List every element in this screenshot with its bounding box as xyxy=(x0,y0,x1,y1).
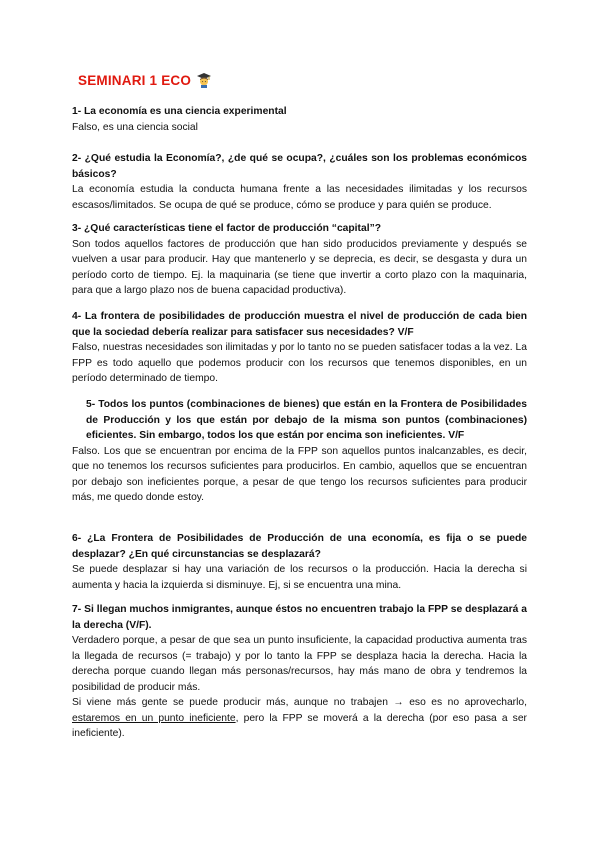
question-heading: 3- ¿Qué características tiene el factor de producción “capital”? xyxy=(72,223,382,234)
question-3 xyxy=(72,221,527,299)
question-4 xyxy=(72,309,527,387)
question-heading: 7- Si llegan muchos inmigrantes, aunque éstos no encuentren trabajo la FPP se desplazará a la derecha (V/F). xyxy=(72,604,527,631)
answer-text: Se puede desplazar si hay una variación de los recursos o la producción. Hacia la derecha si aumenta y hacia la izquierda si disminuye. Ej, si se encuentra una mina. xyxy=(72,564,527,591)
question-heading: 5- Todos los puntos (combinaciones de bienes) que están en la Frontera de Posibilidades de Producción y los que están por debajo de la misma son puntos (combinaciones) eficientes. Sin embargo, todos los que están por encima son ineficientes. V/F xyxy=(86,399,527,441)
question-heading: 1- La economía es una ciencia experimental xyxy=(72,106,287,117)
question-7 xyxy=(72,602,527,742)
answer-text: Falso. Los que se encuentran por encima de la FPP son aquellos puntos inalcanzables, es decir, que no tenemos los recursos suficientes para producirlos. En cambio, aquellos que se encuentran por debajo son ineficientes porque, a pesar de que tengo los recursos suficientes para producir más, me quedo donde estoy. xyxy=(72,445,527,503)
question-heading: 6- ¿La Frontera de Posibilidades de Producción de una economía, es fija o se puede desplazar? ¿En qué circunstancias se desplazará? xyxy=(72,533,527,560)
question-5 xyxy=(72,397,527,506)
underlined-phrase: estaremos en un punto ineficiente xyxy=(72,712,236,724)
student-emoji-icon xyxy=(197,72,211,88)
answer-text: La economía estudia la conducta humana frente a las necesidades ilimitadas y los recursos escasos/limitados. Se ocupa de qué se produce, cómo se produce y para quién se produce. xyxy=(72,184,527,211)
answer-text: Son todos aquellos factores de producción que han sido producidos previamente y después se vuelven a usar para producir. Hay que mantenerlo y se deprecia, es decir, se desgasta y dura un período corto de tiempo. Ej. la maquinaria (se tiene que invertir a corto plazo con la maquinaria, para que a largo plazo nos de buena capacidad productiva). xyxy=(72,238,527,296)
answer-part: , pero la FPP se moverá a la derecha (por eso pasa a ser ineficiente). xyxy=(72,712,527,739)
question-heading: 2- ¿Qué estudia la Economía?, ¿de qué se ocupa?, ¿cuáles son los problemas económicos básicos? xyxy=(72,153,527,180)
title-text: SEMINARI 1 ECO xyxy=(78,72,192,88)
answer-text: Falso, nuestras necesidades son ilimitadas y por lo tanto no se pueden satisfacer todas a la vez. La FPP es todo aquello que podemos producir con los recursos que tenemos disponibles, en un período determinado de tiempo. xyxy=(72,342,527,384)
page-title xyxy=(78,72,211,88)
answer-text-continued xyxy=(72,695,527,742)
answer-text: Falso, es una ciencia social xyxy=(72,121,198,133)
answer-text: Verdadero porque, a pesar de que sea un punto insuficiente, la capacidad productiva aumenta tras la llegada de recursos (= trabajo) y por lo tanto la FPP se desplaza hacia la derecha. Hacia la derecha porque cuando llegan más personas/recursos, hay más mano de obra y tendremos la posibilidad de producir más. xyxy=(72,635,527,693)
question-6 xyxy=(72,531,527,593)
question-heading: 4- La frontera de posibilidades de producción muestra el nivel de producción de cada bien que la sociedad debería realizar para satisfacer sus necesidades? V/F xyxy=(72,311,527,338)
question-1 xyxy=(72,104,527,135)
question-2 xyxy=(72,151,527,213)
answer-part: Si viene más gente se puede producir más, aunque no trabajen → eso es no aprovecharlo, xyxy=(72,697,527,708)
